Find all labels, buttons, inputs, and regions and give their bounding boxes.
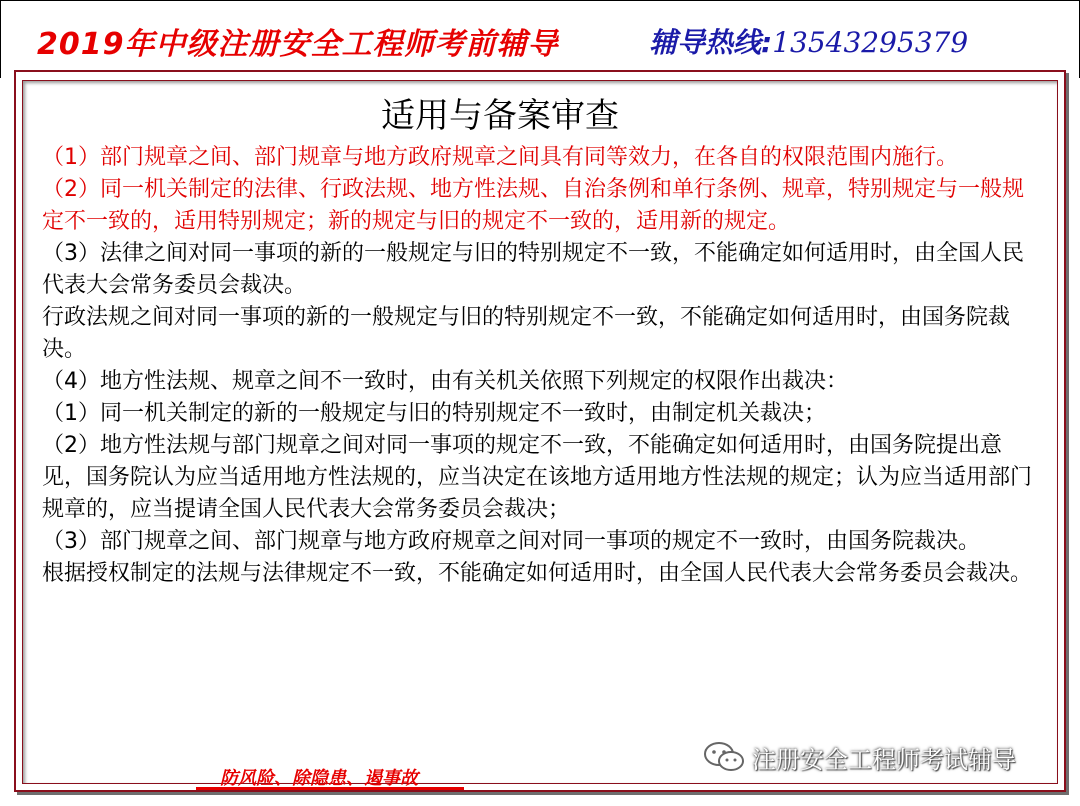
paragraph: （4）地方性法规、规章之间不一致时，由有关机关依照下列规定的权限作出裁决：	[42, 369, 848, 394]
page-title: 适用与备案审查	[381, 96, 619, 136]
banner-hotline	[649, 21, 968, 61]
hotline-number: 13543295379	[772, 26, 969, 59]
paragraph: 根据授权制定的法规与法律规定不一致，不能确定如何适用时，由全国人民代表大会常务委员会裁决。	[42, 561, 1033, 586]
footer-slogan	[196, 762, 464, 790]
paragraph: （1）同一机关制定的新的一般规定与旧的特别规定不一致时，由制定机关裁决；	[42, 401, 826, 426]
watermark	[702, 737, 1016, 777]
hotline-label: 辅导热线:	[649, 26, 773, 59]
paragraph: （2）地方性法规与部门规章之间对同一事项的规定不一致，不能确定如何适用时，由国务院提出意见，国务院认为应当适用地方性法规的，应当决定在该地方适用地方性法规的规定；认为应当适用部门规章的，应当提请全国人民代表大会常务委员会裁决；	[42, 433, 1033, 522]
content-body	[42, 142, 1042, 590]
watermark-text: 注册安全工程师考试辅导	[752, 745, 1016, 774]
paragraph: （2）同一机关制定的法律、行政法规、地方性法规、自治条例和单行条例、规章，特别规定与一般规定不一致的，适用特别规定；新的规定与旧的规定不一致的，适用新的规定。	[42, 177, 1025, 234]
top-banner	[0, 0, 1080, 78]
paragraph: （3）法律之间对同一事项的新的一般规定与旧的特别规定不一致，不能确定如何适用时，由全国人民代表大会常务委员会裁决。	[42, 241, 1025, 298]
banner-title: 2019年中级注册安全工程师考前辅导	[37, 27, 559, 62]
slogan-text: 防风险、除隐患、遏事故	[220, 768, 418, 789]
wechat-icon	[702, 740, 746, 774]
paragraph: （1）部门规章之间、部门规章与地方政府规章之间具有同等效力，在各自的权限范围内施行。	[42, 145, 959, 170]
paragraph: （3）部门规章之间、部门规章与地方政府规章之间对同一事项的规定不一致时，由国务院裁决。	[42, 529, 981, 554]
paragraph: 行政法规之间对同一事项的新的一般规定与旧的特别规定不一致，不能确定如何适用时，由国务院裁决。	[42, 305, 1011, 362]
